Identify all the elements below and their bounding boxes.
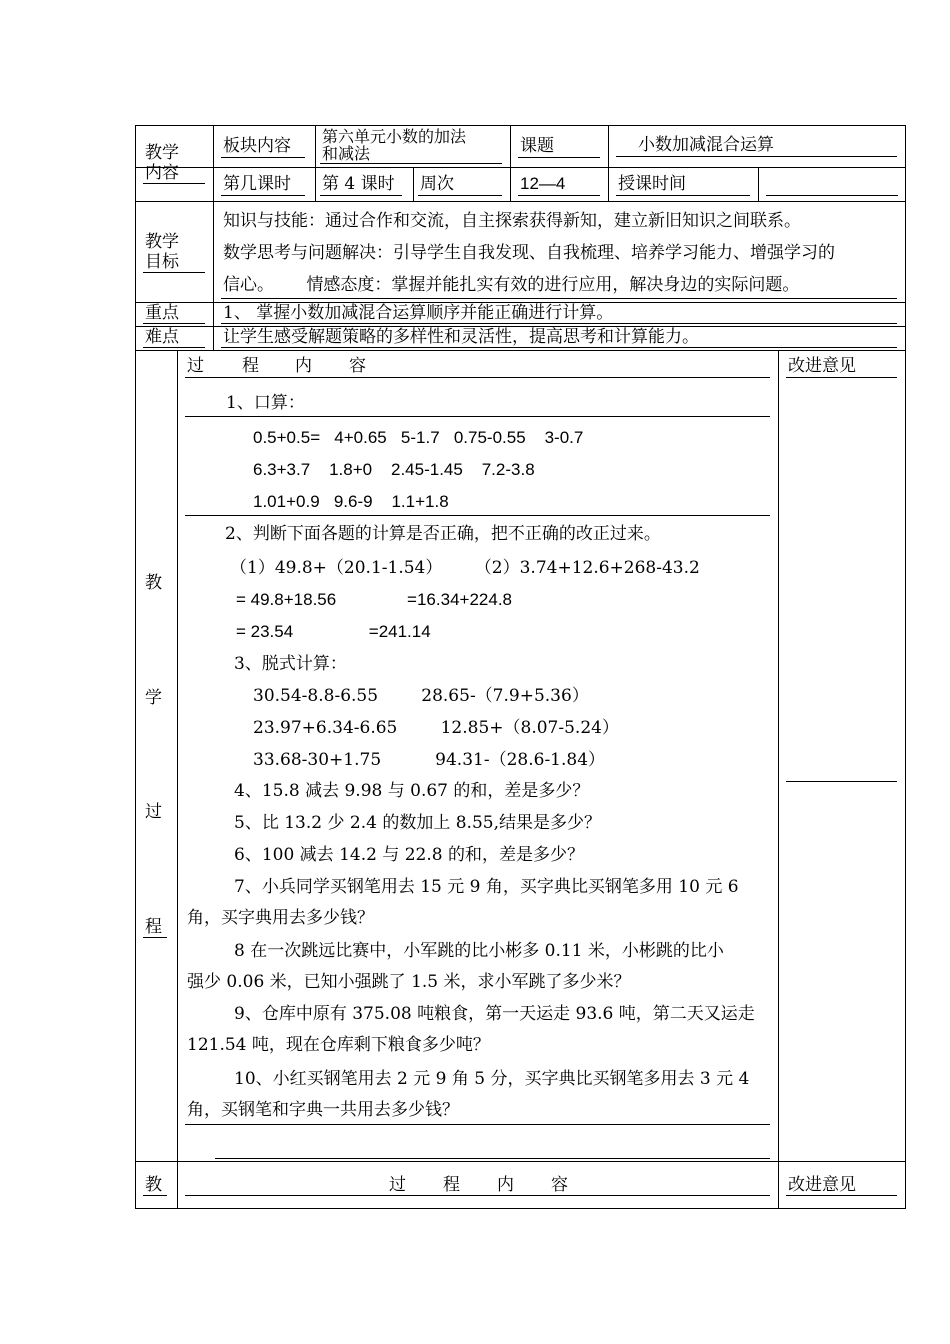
col-divider [608, 125, 609, 201]
goal-line: 信心。 情感态度：掌握并能扎实有效的进行应用，解决身边的实际问题。 [223, 275, 800, 295]
process-header-char: 过 [187, 356, 204, 376]
footer-side-label: 教 [145, 1175, 162, 1195]
underline [766, 195, 898, 196]
col-divider [177, 350, 178, 1209]
content-line: 23.97+6.34-6.65 12.85+（8.07-5.24） [253, 718, 619, 738]
week-value: 12—4 [520, 174, 566, 193]
unit-title-2: 和减法 [322, 144, 371, 163]
content-line: 1.01+0.9 9.6-9 1.1+1.8 [253, 492, 449, 511]
goal-line: 知识与技能：通过合作和交流，自主探索获得新知，建立新旧知识之间联系。 [223, 211, 801, 231]
goals-label-1: 教学 [145, 232, 179, 252]
col-divider [213, 125, 214, 350]
difficult-point-label: 难点 [145, 327, 179, 347]
key-point-text: 1、 掌握小数加减混合运算顺序并能正确进行计算。 [223, 303, 614, 323]
lesson-no-value: 第 4 课时 [322, 174, 395, 194]
content-line: 10、小红买钢笔用去 2 元 9 角 5 分，买字典比买钢笔多用去 3 元 4 [234, 1069, 750, 1089]
underline [518, 157, 600, 158]
content-line: 角，买字典用去多少钱？ [187, 908, 374, 928]
underline [786, 377, 897, 378]
process-side-char: 过 [145, 802, 162, 822]
improve-label: 改进意见 [788, 356, 856, 376]
goals-label-2: 目标 [145, 252, 179, 272]
underline [185, 515, 770, 516]
row-divider [135, 1161, 906, 1162]
content-line: 7、小兵同学买钢笔用去 15 元 9 角，买字典比买钢笔多用 10 元 6 [234, 877, 739, 897]
content-line: 6.3+3.7 1.8+0 2.45-1.45 7.2-3.8 [253, 460, 535, 479]
footer-improve-label: 改进意见 [788, 1175, 856, 1195]
row-divider [135, 167, 906, 168]
underline [518, 195, 600, 196]
col-divider [510, 125, 511, 201]
underline [221, 195, 305, 196]
content-line: 33.68-30+1.75 94.31-（28.6-1.84） [253, 750, 606, 770]
content-line: 30.54-8.8-6.55 28.65-（7.9+5.36） [253, 686, 589, 706]
underline [221, 323, 897, 324]
underline [616, 156, 897, 157]
content-line: = 49.8+18.56 =16.34+224.8 [236, 590, 512, 609]
content-line: 3、脱式计算： [234, 654, 347, 674]
process-header-char: 内 [295, 356, 312, 376]
content-line: 0.5+0.5= 4+0.65 5-1.7 0.75-0.55 3-0.7 [253, 428, 584, 447]
content-line: 121.54 吨，现在仓库剩下粮食多少吨？ [187, 1035, 490, 1055]
process-header-char: 程 [242, 356, 259, 376]
underline [185, 377, 770, 378]
underline [143, 1195, 167, 1196]
underline [320, 163, 502, 164]
lesson-no-label: 第几课时 [223, 174, 291, 194]
content-line: 2、判断下面各题的计算是否正确，把不正确的改正过来。 [225, 524, 661, 544]
underline [786, 781, 897, 782]
footer-header-char: 过 [389, 1175, 406, 1195]
underline [185, 416, 770, 417]
underline [143, 183, 205, 184]
process-side-char: 程 [145, 917, 162, 937]
content-line: 5、比 13.2 少 2.4 的数加上 8.55,结果是多少？ [234, 813, 601, 833]
week-label: 周次 [420, 174, 454, 194]
underline [185, 1195, 770, 1196]
process-side-char: 教 [145, 573, 162, 593]
underline [616, 195, 750, 196]
goal-line: 数学思考与问题解决：引导学生自我发现、自我梳理、培养学习能力、增强学习的 [223, 243, 835, 263]
key-point-label: 重点 [145, 303, 179, 323]
row-divider [135, 201, 906, 202]
content-line: 4、15.8 减去 9.98 与 0.67 的和，差是多少？ [234, 781, 590, 801]
content-line: 8 在一次跳远比赛中，小军跳的比小彬多 0.11 米，小彬跳的比小 [234, 941, 724, 961]
underline [786, 1195, 897, 1196]
content-line: 角，买钢笔和字典一共用去多少钱？ [187, 1100, 459, 1120]
content-line: = 23.54 =241.14 [236, 622, 431, 641]
content-line: 9、仓库中原有 375.08 吨粮食，第一天运走 93.6 吨，第二天又运走 [234, 1004, 755, 1024]
footer-header-char: 容 [551, 1175, 568, 1195]
col-divider [413, 167, 414, 201]
unit-title-1: 第六单元小数的加法 [322, 127, 467, 146]
content-line: 强少 0.06 米，已知小强跳了 1.5 米，求小军跳了多少米？ [187, 972, 631, 992]
content-line: 1、口算： [226, 393, 305, 413]
underline [143, 937, 167, 938]
underline [221, 157, 305, 158]
underline [143, 323, 205, 324]
difficult-point-text: 让学生感受解题策略的多样性和灵活性，提高思考和计算能力。 [223, 327, 699, 347]
underline [221, 298, 897, 299]
row-divider [135, 350, 906, 351]
teach-content-label-2: 内容 [145, 163, 179, 183]
process-side-char: 学 [145, 688, 162, 708]
footer-header-char: 程 [443, 1175, 460, 1195]
process-header-char: 容 [349, 356, 366, 376]
footer-header-char: 内 [497, 1175, 514, 1195]
content-line: 6、100 减去 14.2 与 22.8 的和，差是多少？ [234, 845, 584, 865]
underline [143, 347, 205, 348]
underline [143, 272, 205, 273]
teach-content-label-1: 教学 [145, 143, 179, 163]
block-content-label: 板块内容 [223, 136, 291, 156]
col-divider [778, 350, 779, 1209]
underline [221, 347, 897, 348]
underline [185, 1124, 770, 1125]
content-line: （1）49.8+（20.1-1.54） （2）3.74+12.6+268-43.2 [230, 558, 700, 578]
underline [320, 195, 402, 196]
col-divider [315, 125, 316, 201]
col-divider [758, 167, 759, 201]
topic-value: 小数加减混合运算 [638, 135, 774, 155]
topic-label: 课题 [520, 136, 554, 156]
underline [418, 195, 502, 196]
teach-time-label: 授课时间 [618, 174, 686, 194]
underline [215, 1158, 770, 1159]
